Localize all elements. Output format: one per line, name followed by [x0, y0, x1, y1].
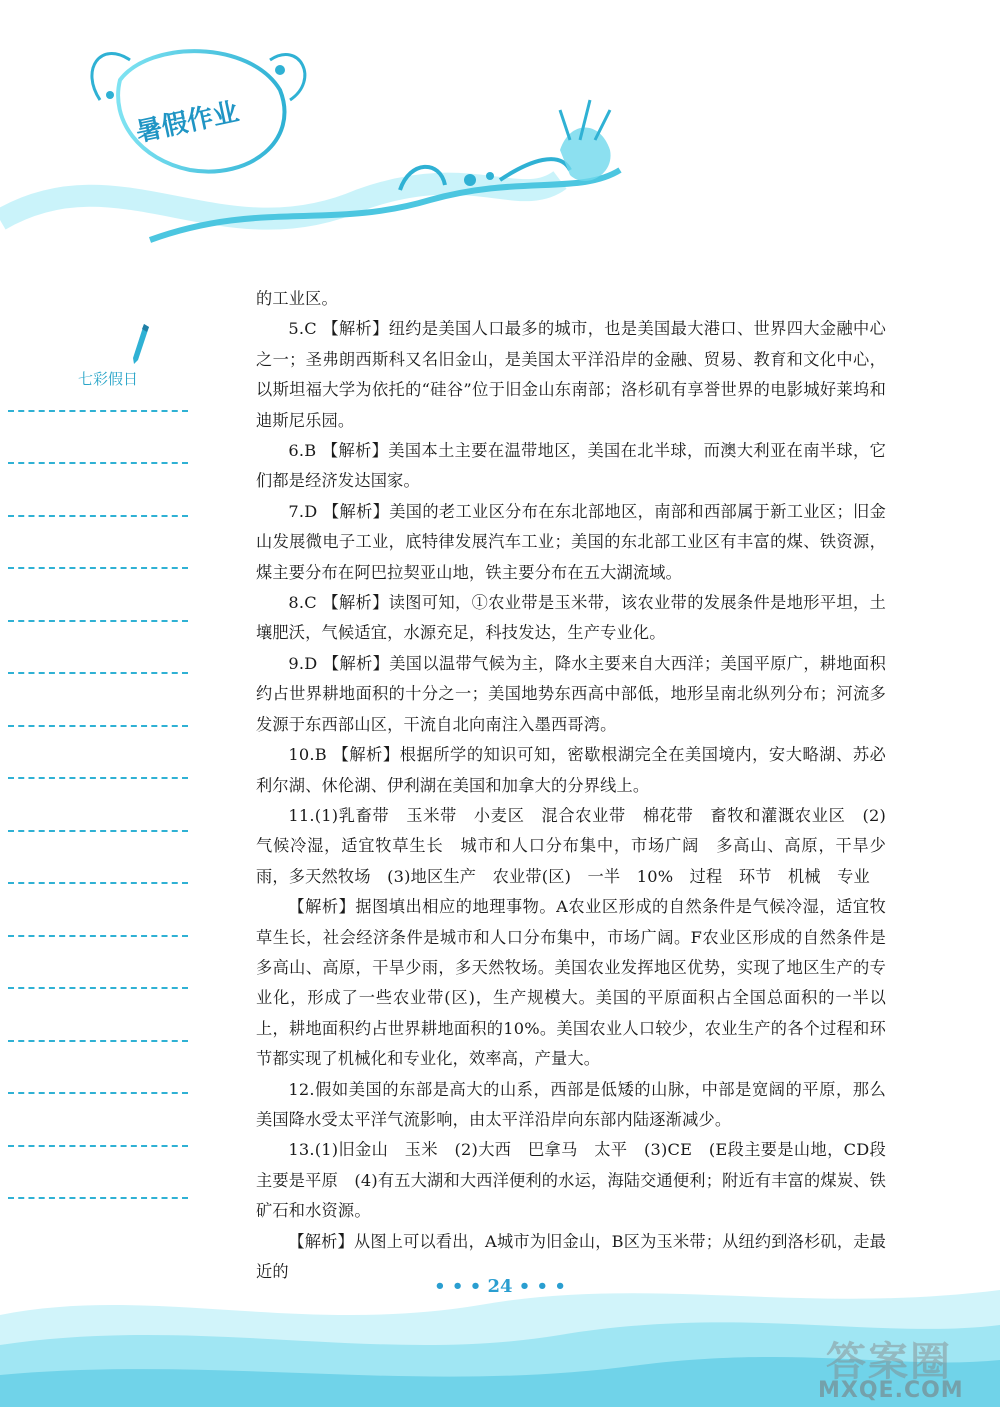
page-number: • • • 24 • • • — [434, 1276, 566, 1297]
answer-6: 6.B 【解析】美国本土主要在温带地区，美国在北半球，而澳大利亚在南半球，它们都是经济发达国家。 — [256, 441, 886, 491]
answer-5: 5.C 【解析】纽约是美国人口最多的城市，也是美国最大港口、世界四大金融中心之一；圣弗朗西斯科又名旧金山，是美国太平洋沿岸的金融、贸易、教育和文化中心，以斯坦福大学为依托的“硅谷”位于旧金山东南部；洛杉矶有享誉世界的电影城好莱坞和迪斯尼乐园。 — [256, 319, 886, 430]
note-line — [8, 515, 188, 517]
answer-9: 9.D 【解析】美国以温带气候为主，降水主要来自大西洋；美国平原广，耕地面积约占世界耕地面积的十分之一；美国地势东西高中部低，地形呈南北纵列分布；河流多发源于东西部山区，干流自北向南注入墨西哥湾。 — [256, 653, 886, 734]
answer-12: 12.假如美国的东部是高大的山系，西部是低矮的山脉，中部是宽阔的平原，那么美国降水受太平洋气流影响，由太平洋沿岸向东部内陆逐渐减少。 — [256, 1079, 886, 1129]
note-line — [8, 882, 188, 884]
note-line — [8, 1040, 188, 1042]
header-decoration — [0, 0, 1000, 260]
note-line — [8, 410, 188, 412]
paragraph: 的工业区。 — [256, 289, 338, 308]
note-line — [8, 1145, 188, 1147]
answer-7: 7.D 【解析】美国的老工业区分布在东北部地区，南部和西部属于新工业区；旧金山发展微电子工业，底特律发展汽车工业；美国的东北部工业区有丰富的煤、铁资源，煤主要分布在阿巴拉契亚山地，铁主要分布在五大湖流域。 — [256, 501, 886, 582]
analysis-13: 【解析】从图上可以看出，A城市为旧金山，B区为玉米带；从纽约到洛杉矶，走最近的 — [256, 1231, 886, 1281]
answer-8: 8.C 【解析】读图可知，①农业带是玉米带，该农业带的发展条件是地形平坦，土壤肥沃，气候适宜，水源充足，科技发达，生产专业化。 — [256, 593, 886, 643]
note-line — [8, 777, 188, 779]
answer-13: 13.(1)旧金山 玉米 (2)大西 巴拿马 太平 (3)CE (E段主要是山地，CD段主要是平原 (4)有五大湖和大西洋便利的水运，海陆交通便利；附近有丰富的煤炭、铁矿石和水资源。 — [256, 1140, 886, 1221]
watermark-url: MXQE.COM — [818, 1378, 964, 1403]
answer-11: 11.(1)乳畜带 玉米带 小麦区 混合农业带 棉花带 畜牧和灌溉农业区 (2)气候冷湿，适宜牧草生长 城市和人口分布集中，市场广阔 多高山、高原，干旱少雨，多天然牧场 (3)地区生产 农业带(区) 一半 10% 过程 环节 机械 专业 — [256, 805, 886, 886]
note-line — [8, 672, 188, 674]
sidebar-label: 七彩假日 — [78, 370, 139, 388]
note-line — [8, 1092, 188, 1094]
analysis-11: 【解析】据图填出相应的地理事物。A农业区形成的自然条件是气候冷湿，适宜牧草生长，社会经济条件是城市和人口分布集中，市场广阔。F农业区形成的自然条件是多高山、高原，干旱少雨，多天然牧场。美国农业发挥地区优势，实现了地区生产的专业化，形成了一些农业带(区)，生产规模大。美国的平原面积占全国总面积的一半以上，耕地面积约占世界耕地面积的10%。美国农业人口较少，农业生产的各个过程和环节都实现了机械化和专业化，效率高，产量大。 — [256, 897, 886, 1069]
header-title: 暑假作业 — [133, 97, 242, 149]
answer-10: 10.B 【解析】根据所学的知识可知，密歇根湖完全在美国境内，安大略湖、苏必利尔湖、休伦湖、伊利湖在美国和加拿大的分界线上。 — [256, 745, 886, 795]
pen-icon — [130, 322, 152, 366]
note-line — [8, 567, 188, 569]
note-line — [8, 462, 188, 464]
note-line — [8, 830, 188, 832]
note-line — [8, 620, 188, 622]
note-line — [8, 1197, 188, 1199]
note-line — [8, 987, 188, 989]
answer-content — [256, 284, 886, 1287]
note-line — [8, 725, 188, 727]
note-line — [8, 935, 188, 937]
watermark-logo: 答案圈 — [826, 1339, 952, 1385]
